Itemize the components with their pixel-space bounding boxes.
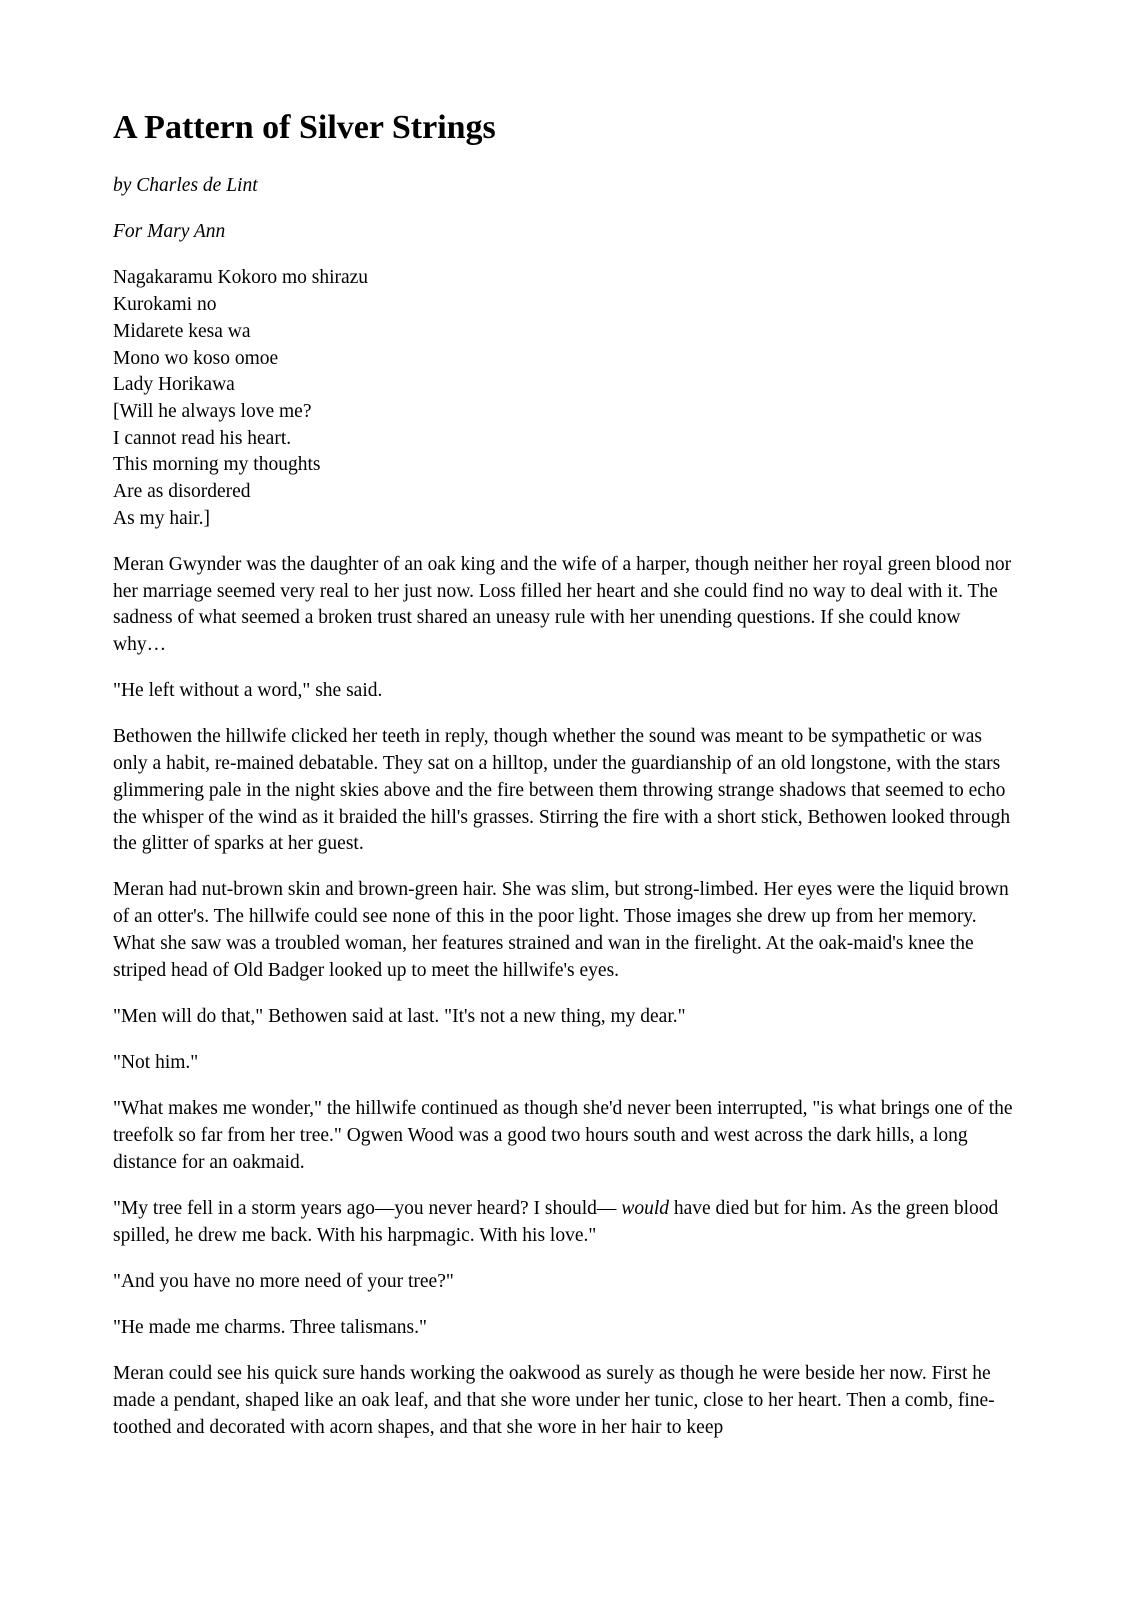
poem-line: Lady Horikawa xyxy=(113,374,235,396)
paragraph-segment: have died but for him. As the green blood spilled, he drew me back. With his harpmagic. With his love." xyxy=(113,1197,999,1246)
byline: by Charles de Lint xyxy=(113,175,258,196)
poem-line: This morning my thoughts xyxy=(113,454,321,476)
dedication: For Mary Ann xyxy=(113,221,226,243)
story-paragraph: "Not him." xyxy=(113,1051,199,1073)
poem-line: As my hair.] xyxy=(113,507,210,529)
poem-line: I cannot read his heart. xyxy=(113,427,292,449)
story-paragraph: "And you have no more need of your tree?" xyxy=(113,1270,454,1292)
story-paragraph: Meran Gwynder was the daughter of an oak king and the wife of a harper, though neither her royal green blood nor her marriage seemed very real to her just now. Loss filled her heart and she could find no way to deal with it. The sadness of what seemed a broken trust shared an uneasy rule with her unending questions. If she could know why… xyxy=(113,553,1012,656)
poem-line: Kurokami no xyxy=(113,294,217,316)
story-paragraph: "Men will do that," Bethowen said at last. "It's not a new thing, my dear." xyxy=(113,1005,686,1027)
poem-line: Mono wo koso omoe xyxy=(113,347,279,369)
story-paragraph xyxy=(113,1196,1013,1249)
story-paragraph: "He left without a word," she said. xyxy=(113,680,383,702)
story-paragraph: "What makes me wonder," the hillwife continued as though she'd never been interrupted, "is what brings one of the treefolk so far from her tree." Ogwen Wood was a good two hours south and west across the dark hills, a long distance for an oakmaid. xyxy=(113,1098,1013,1173)
story-paragraph: Bethowen the hillwife clicked her teeth in reply, though whether the sound was meant to be sympathetic or was only a habit, re-mained debatable. They sat on a hilltop, under the guardianship of an old longstone, with the stars glimmering pale in the night skies above and the fire between them throwing strange shadows that seemed to echo the whisper of the wind as it braided the hill's grasses. Stirring the fire with a short stick, Bethowen looked through the glitter of sparks at her guest. xyxy=(113,726,1011,855)
poem-block xyxy=(113,265,1013,532)
story-paragraph: "He made me charms. Three talismans." xyxy=(113,1316,427,1338)
story-paragraph: Meran had nut-brown skin and brown-green hair. She was slim, but strong-limbed. Her eyes were the liquid brown of an otter's. The hillwife could see none of this in the poor light. Those images she drew up from her memory. What she saw was a troubled woman, her features strained and wan in the firelight. At the oak-maid's knee the striped head of Old Badger looked up to meet the hillwife's eyes. xyxy=(113,879,1009,981)
poem-line: [Will he always love me? xyxy=(113,400,312,422)
poem-line: Midarete kesa wa xyxy=(113,320,251,342)
story-title: A Pattern of Silver Strings xyxy=(113,109,496,146)
poem-line: Nagakaramu Kokoro mo shirazu xyxy=(113,267,369,289)
italic-word: would xyxy=(621,1197,669,1219)
poem-line: Are as disordered xyxy=(113,481,251,503)
story-paragraph: Meran could see his quick sure hands working the oakwood as surely as though he were beside her now. First he made a pendant, shaped like an oak leaf, and that she wore under her tunic, close to her heart. Then a comb, fine-toothed and decorated with acorn shapes, and that she wore in her hair to keep xyxy=(113,1363,995,1438)
paragraph-segment: "My tree fell in a storm years ago—you never heard? I should— xyxy=(113,1197,622,1219)
